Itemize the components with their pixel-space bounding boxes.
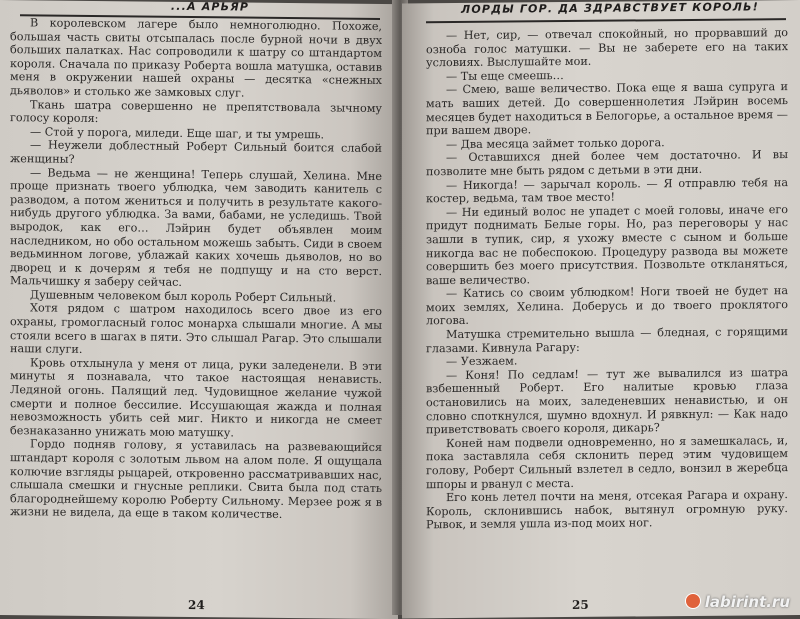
paragraph: — Катись со своим ублюдком! Ноги твоей не будет на моих землях, Хелина. Доберусь и до твоего проклятого логова. bbox=[426, 284, 788, 328]
watermark-text: labirint.ru bbox=[704, 593, 790, 611]
paragraph: — Два месяца займет только дорога. bbox=[446, 135, 665, 151]
paragraph: Его конь летел почти на меня, отсекая Рагара и охрану. Король, склонившись набок, вытянул огромную руку. Рывок, и земля ушла из-под моих ног. bbox=[426, 488, 788, 532]
paragraph: — Стой у порога, миледи. Еще шаг, и ты умрешь. bbox=[30, 125, 325, 142]
paragraph: Душевным человеком был король Роберт Сильный. bbox=[30, 288, 337, 305]
paragraph: Матушка стремительно вышла — бледная, с горящими глазами. Кивнула Рагару: bbox=[426, 325, 788, 355]
right-running-header: ЛОРДЫ ГОР. ДА ЗДРАВСТВУЕТ КОРОЛЬ! bbox=[461, 0, 759, 16]
right-header-rule bbox=[426, 18, 786, 23]
left-page bbox=[0, 0, 398, 619]
paragraph: — Уезжаем. bbox=[446, 354, 518, 369]
store-watermark bbox=[685, 593, 790, 611]
paragraph: Кровь отхлынула у меня от лица, руки заледенели. В эти минуты я познавала, что такое настоящая ненависть. Ледяной огонь. Палящий лед. Чудовищное желание чужой смерти и полное бессилие. Иссушающая жажда и полная невозможность убить сей миг. Никто и никогда не смеет безнаказанно унижать мою матушку. bbox=[10, 356, 382, 440]
paragraph: — Никогда! — зарычал король. — Я отправлю тебя на костер, ведьма, там твое место! bbox=[426, 175, 788, 206]
paragraph: — Смею, ваше величество. Пока еще я ваша супруга и мать ваших детей. До совершеннолетия Лэйрин восемь месяцев будет находиться в Белогорье, а остальное время — при вашем дворе. bbox=[426, 80, 788, 138]
paragraph: — Коня! По седлам! — тут же вывалился из шатра взбешенный Роберт. Его налитые кровью глаза остановились на моих, заледеневших ненавистью, и он словно споткнулся, шумно вдохнул. И рявкнул: — Как надо приветствовать своего короля, дикарь? bbox=[426, 365, 788, 437]
paragraph: Гордо подняв голову, я уставилась на развевающийся штандарт короля с золотым львом на алом поле. Я ощущала колючие взгляды рыцарей, откровенно рассматривавших нас, слышала смешки и гнусные реплики. Свита была под стать благороднейшему королю Роберту Сильному. Мерзее рож я в жизни не видела, да еще в таком количестве. bbox=[10, 437, 382, 522]
paragraph: — Ведьма — не женщина! Теперь слушай, Хелина. Мне проще признать твоего ублюдка, чем заводить канитель с разводом, а потом жениться и получить в результате какого-нибудь другого ублюдка. За вами, бабами, не уследишь. Твой выродок, как его… Лэйрин будет объявлен моим наследником, но обо остальном можешь забыть. Сиди в своем ведьминном логове, ублажай каких хочешь дьяволов, но во дворец и к дочерям я тебя не подпущу и на сто верст. Мальчишку я заберу сейчас. bbox=[10, 165, 382, 290]
right-page bbox=[402, 0, 800, 618]
paragraph: Хотя рядом с шатром находилось всего двое из его охраны, громогласный голос монарха слышали многие. А мы стояли всего в шагах в пяти. Это слышал Рагар. Это слышали наши слуги. bbox=[10, 301, 382, 357]
paragraph: — Нет, сир, — отвечал спокойный, но прорвавший до озноба голос матушки. — Вы не заберете его на таких условиях. Выслушайте мои. bbox=[426, 26, 788, 70]
labirint-logo-icon bbox=[685, 593, 701, 609]
paragraph: — Оставшихся дней более чем достаточно. И вы позволите мне быть рядом с детьми в эти дни. bbox=[426, 148, 788, 179]
paragraph: — Неужели доблестный Роберт Сильный боится слабой женщины? bbox=[10, 138, 382, 166]
paragraph: В королевском лагере было немноголюдно. Похоже, большая часть свиты отсыпалась после бурной ночи в двух больших палатках. Нас сопроводили к шатру со штандартом короля. Сначала по приказу Роберта вошла матушка, оставив меня в окружении нашей охраны — десятка «снежных дьяволов» и столько же замковых слуг. bbox=[10, 16, 382, 100]
left-running-header: ...А АРЬЯР bbox=[170, 0, 250, 14]
right-page-number: 25 bbox=[572, 598, 589, 613]
paragraph: Ткань шатра совершенно не препятствовала зычному голосу короля: bbox=[10, 97, 382, 126]
paragraph: Коней нам подвели одновременно, но я замешкалась, и, пока заставляла себя склонить перед этим чудовищем голову, Роберт Сильный взлетел в седло, вонзил в жеребца шпоры и рванул с места. bbox=[426, 433, 788, 491]
left-page-number: 24 bbox=[188, 598, 205, 613]
right-page-text bbox=[426, 26, 788, 532]
paragraph: — Ни единый волос не упадет с моей головы, иначе его придут поднимать Белые горы. Но, раз переговоры у нас зашли в тупик, сир, я ухожу вместе с сыном и больше никогда вас не побеспокою. Процедуру развода вы можете совершить без моего присутствия. Позвольте откланяться, ваше величество. bbox=[426, 202, 788, 287]
left-page-text bbox=[10, 16, 382, 523]
paragraph: — Ты еще смеешь… bbox=[446, 68, 564, 83]
